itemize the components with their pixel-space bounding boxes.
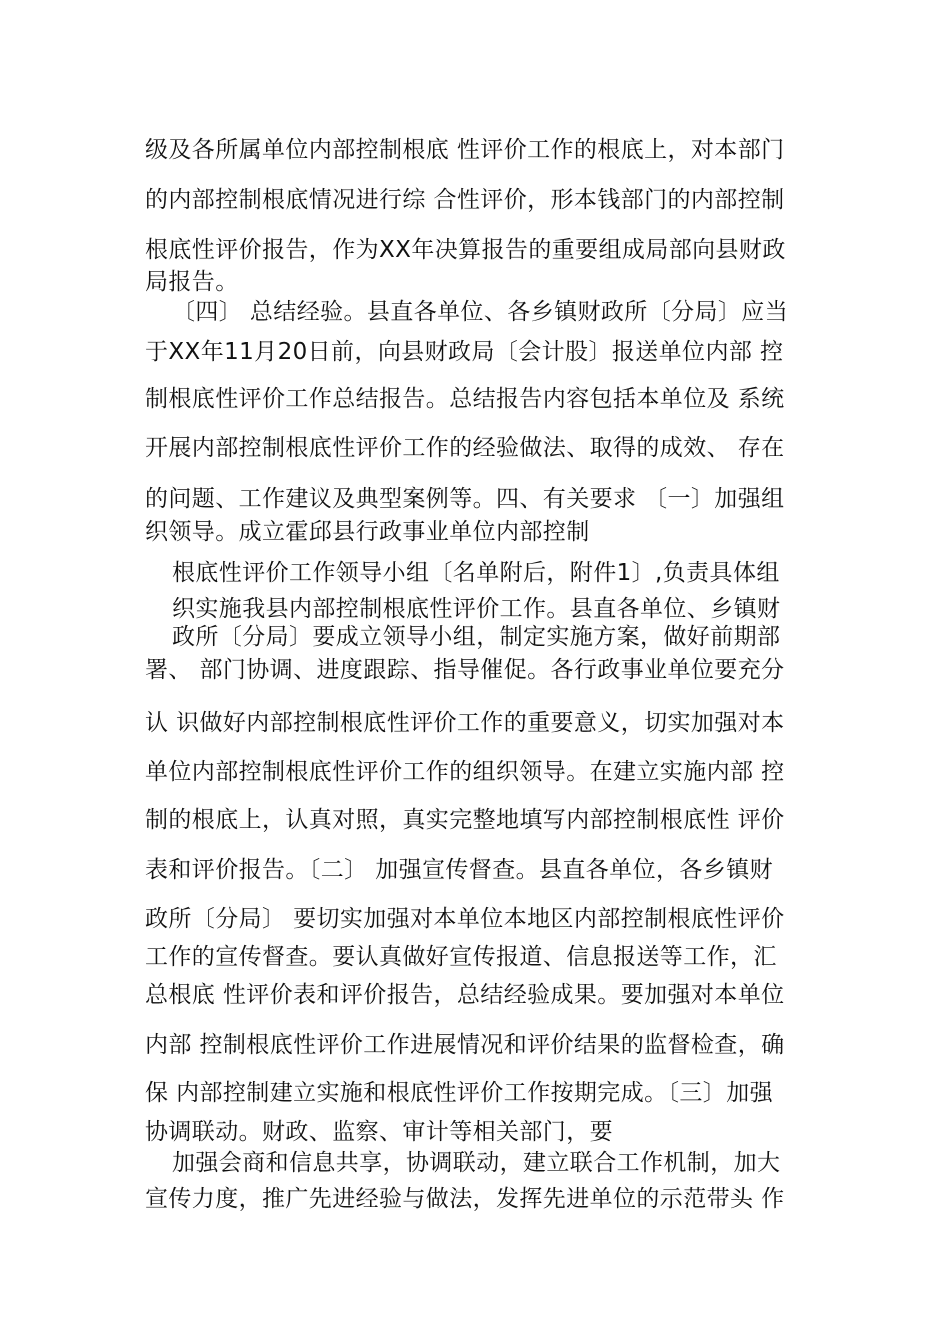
text-line: 署、 部门协调、进度跟踪、指导催促。各行政事业单位要充分 <box>145 657 785 683</box>
text-line: 的内部控制根底情况进行综 合性评价，形本钱部门的内部控制 <box>145 187 785 213</box>
text-line: 织实施我县内部控制根底性评价工作。县直各单位、乡镇财 <box>172 596 781 622</box>
text-line: 织领导。成立霍邱县行政事业单位内部控制 <box>145 519 590 545</box>
text-line: 认 识做好内部控制根底性评价工作的重要意义，切实加强对本 <box>145 710 785 736</box>
text-line: 政所〔分局〕 要切实加强对本单位本地区内部控制根底性评价 <box>145 906 785 932</box>
text-line: 的问题、工作建议及典型案例等。四、有关要求 〔一〕加强组 <box>145 486 785 512</box>
text-line: 保 内部控制建立实施和根底性评价工作按期完成。〔三〕加强 <box>145 1080 774 1106</box>
text-line: 于XX年11月20日前，向县财政局〔会计股〕报送单位内部 控 <box>145 339 784 365</box>
text-line: 工作的宣传督查。要认真做好宣传报道、信息报送等工作，汇 <box>145 944 777 970</box>
text-line: 宣传力度，推广先进经验与做法，发挥先进单位的示范带头 作 <box>145 1186 785 1212</box>
text-line: 制根底性评价工作总结报告。总结报告内容包括本单位及 系统 <box>145 386 785 412</box>
text-line: 表和评价报告。〔二〕 加强宣传督查。县直各单位，各乡镇财 <box>145 857 774 883</box>
text-line: 加强会商和信息共享，协调联动，建立联合工作机制，加大 <box>172 1150 781 1176</box>
text-line: 协调联动。财政、监察、审计等相关部门，要 <box>145 1119 613 1145</box>
text-line: 开展内部控制根底性评价工作的经验做法、取得的成效、 存在 <box>145 435 785 461</box>
text-line: 政所〔分局〕要成立领导小组，制定实施方案，做好前期部 <box>172 624 781 650</box>
text-line: 内部 控制根底性评价工作进展情况和评价结果的监督检查，确 <box>145 1032 785 1058</box>
text-line: 〔四〕 总结经验。县直各单位、各乡镇财政所〔分局〕应当 <box>172 299 789 325</box>
text-line: 根底性评价报告，作为XX年决算报告的重要组成局部向县财政 <box>145 237 786 263</box>
text-line: 级及各所属单位内部控制根底 性评价工作的根底上，对本部门 <box>145 137 785 163</box>
text-line: 单位内部控制根底性评价工作的组织领导。在建立实施内部 控 <box>145 759 785 785</box>
text-line: 总根底 性评价表和评价报告，总结经验成果。要加强对本单位 <box>145 982 785 1008</box>
text-line: 局报告。 <box>145 269 239 295</box>
text-line: 根底性评价工作领导小组〔名单附后，附件1〕,负责具体组 <box>172 560 780 586</box>
text-line: 制的根底上，认真对照，真实完整地填写内部控制根底性 评价 <box>145 807 785 833</box>
